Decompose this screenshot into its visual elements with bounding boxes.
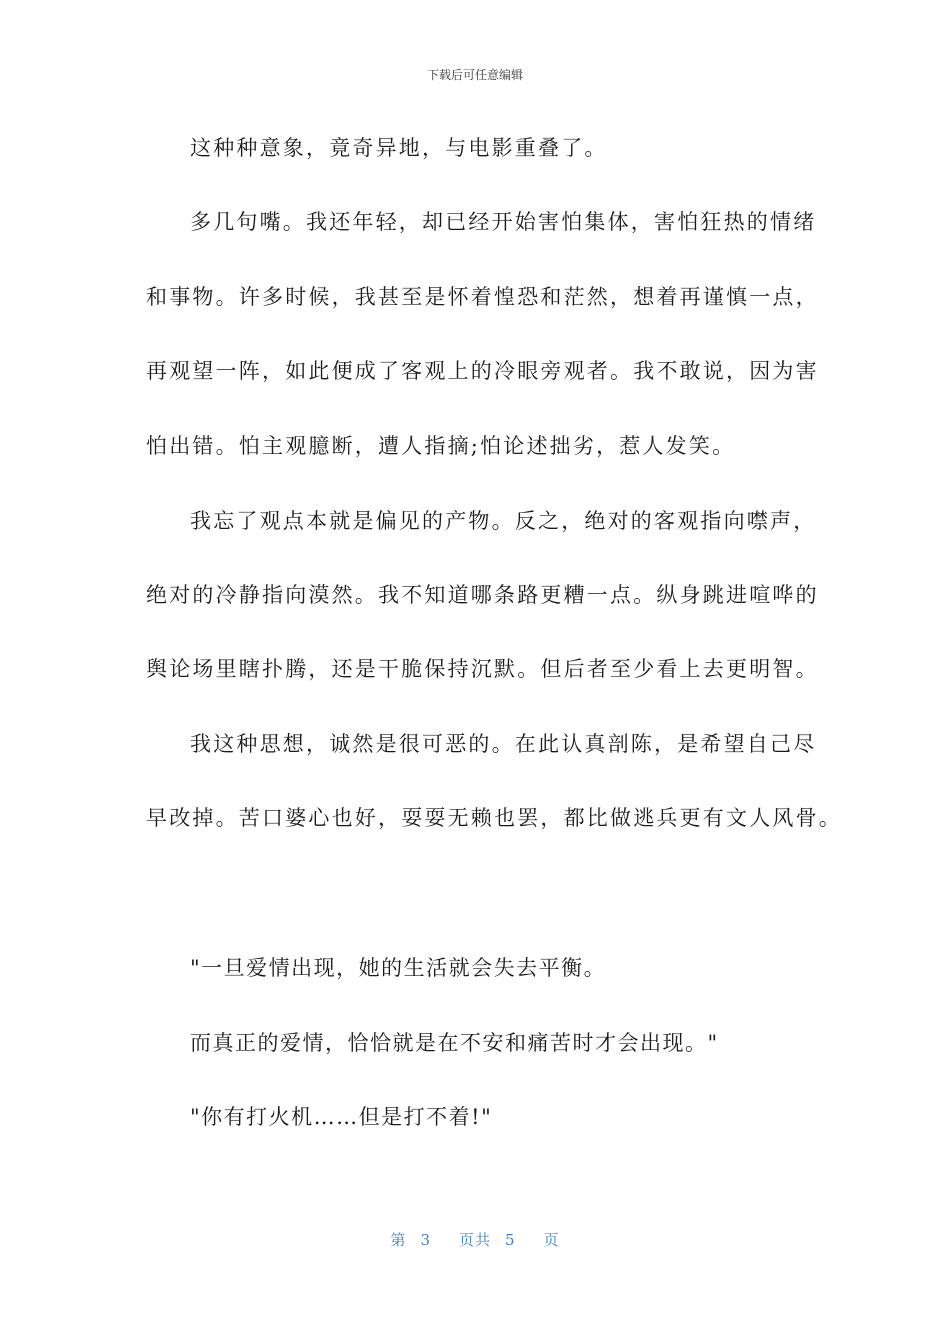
page-number-footer xyxy=(0,1229,950,1250)
quote-line: "你有打火机……但是打不着!" xyxy=(190,1105,493,1129)
paragraph-line: 再观望一阵，如此便成了客观上的冷眼旁观者。我不敢说，因为害 xyxy=(146,359,819,383)
header-note: 下载后可任意编辑 xyxy=(426,68,523,82)
paragraph-line: 早改掉。苦口婆心也好，耍耍无赖也罢，都比做逃兵更有文人风骨。 xyxy=(146,806,842,830)
current-page-number: 3 xyxy=(420,1231,431,1249)
paragraph-line: 我忘了观点本就是偏见的产物。反之，绝对的客观指向噤声， xyxy=(190,509,817,533)
paragraph-line: 这种种意象，竟奇异地，与电影重叠了。 xyxy=(190,136,608,160)
paragraph-line: 和事物。许多时候，我甚至是怀着惶恐和茫然，想着再谨慎一点， xyxy=(146,285,819,309)
footer-prefix: 第 xyxy=(390,1231,407,1249)
footer-middle: 页共 xyxy=(458,1231,491,1249)
quote-line: 而真正的爱情，恰恰就是在不安和痛苦时才会出现。" xyxy=(190,1031,719,1055)
paragraph-line: 多几句嘴。我还年轻，却已经开始害怕集体，害怕狂热的情绪 xyxy=(190,210,817,234)
quote-line: "一旦爱情出现，她的生活就会失去平衡。 xyxy=(190,956,607,980)
paragraph-line: 舆论场里瞎扑腾，还是干脆保持沉默。但后者至少看上去更明智。 xyxy=(146,657,819,681)
paragraph-line: 我这种思想，诚然是很可恶的。在此认真剖陈，是希望自己尽 xyxy=(190,732,817,756)
footer-suffix: 页 xyxy=(543,1231,560,1249)
total-page-count: 5 xyxy=(505,1231,516,1249)
paragraph-line: 绝对的冷静指向漠然。我不知道哪条路更糟一点。纵身跳进喧哗的 xyxy=(146,583,819,607)
paragraph-line: 怕出错。怕主观臆断，遭人指摘;怕论述拙劣，惹人发笑。 xyxy=(146,434,736,458)
